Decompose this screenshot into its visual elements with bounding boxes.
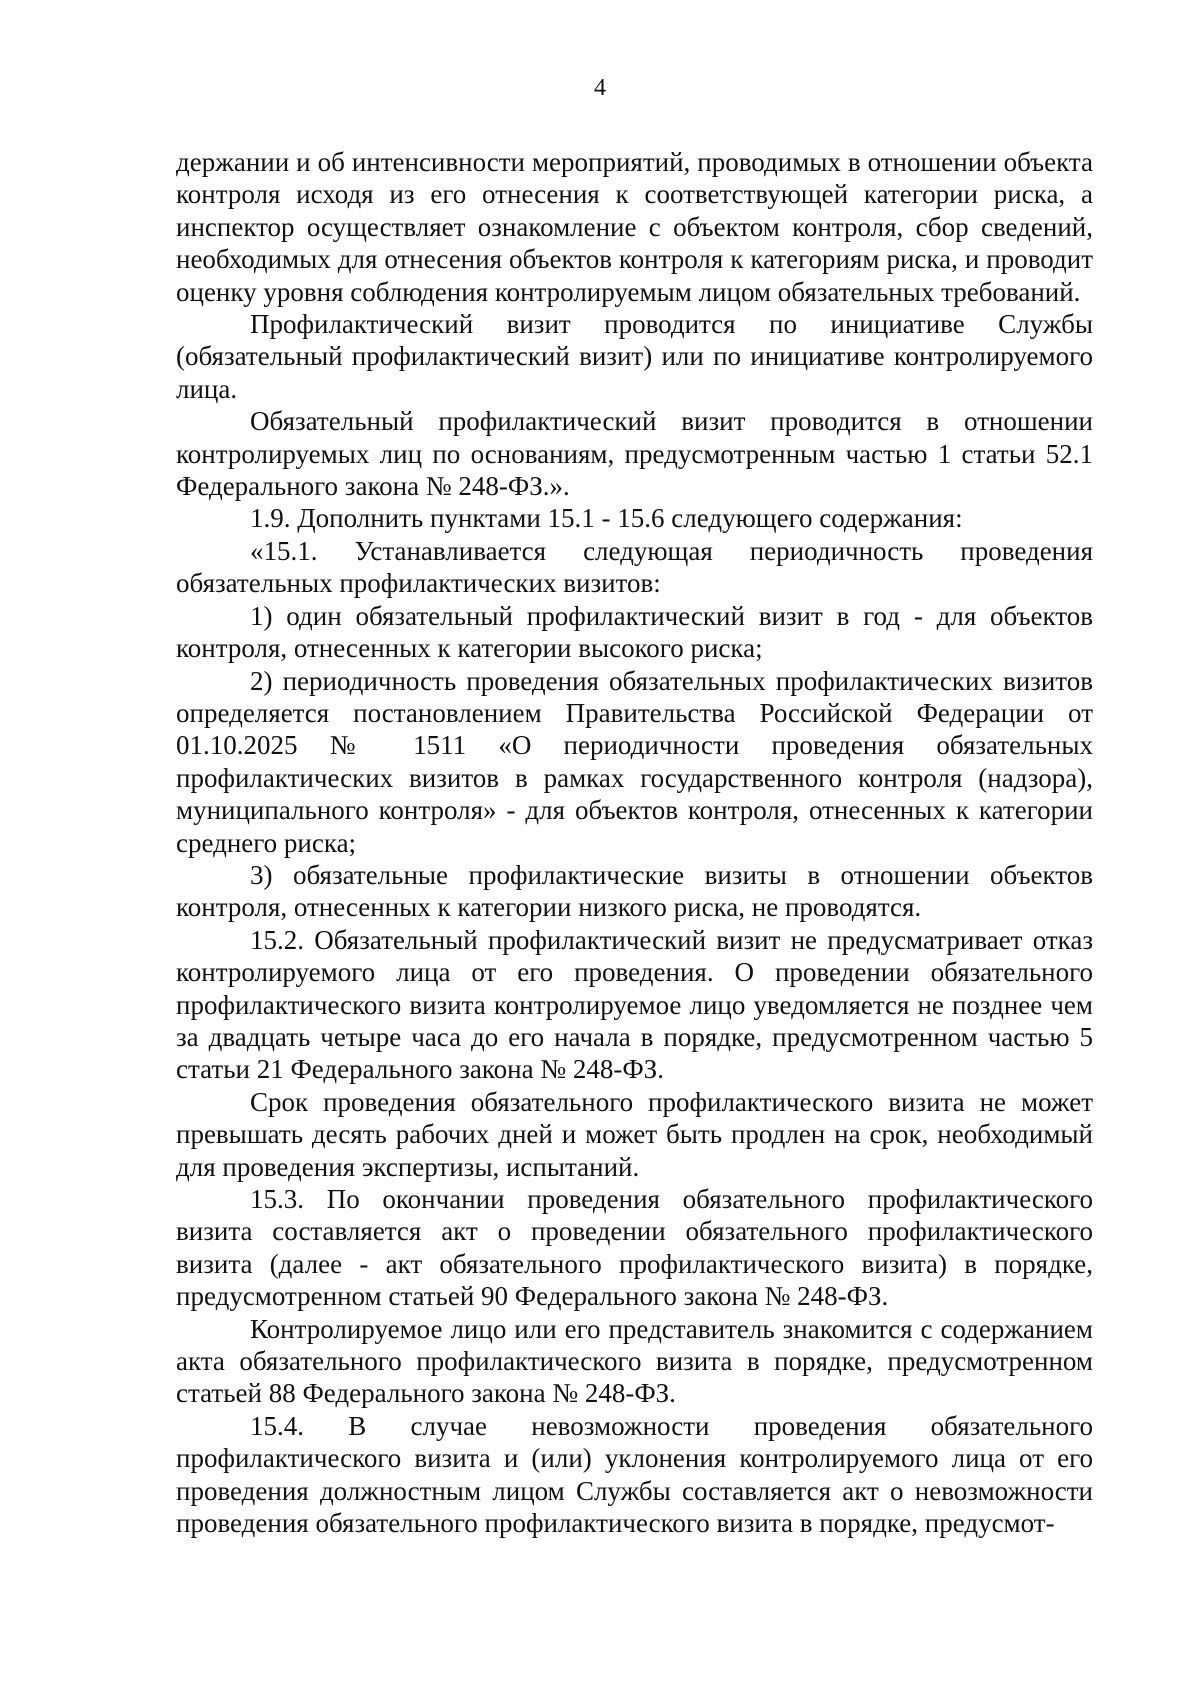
paragraph: 1.9. Дополнить пунктами 15.1 - 15.6 следующего содержания: — [250, 503, 963, 534]
list-item: 1) один обязательный профилактический визит в год - для объектов контроля, отнесенных к категории высокого риска; — [176, 600, 1093, 664]
paragraph: 15.4. В случае невозможности проведения обязательного профилактического визита и (или) уклонения контролируемого лица от его проведения должностным лицом Службы составляется акт о невозможности проведения обязательного профилактического визита в порядке, предусмот- — [176, 1410, 1093, 1539]
paragraph: Обязательный профилактический визит проводится в отношении контролируемых лиц по основаниям, предусмотренным частью 1 статьи 52.1 Федерального закона № 248-ФЗ.». — [176, 406, 1093, 502]
list-item: 3) обязательные профилактические визиты в отношении объектов контроля, отнесенных к категории низкого риска, не проводятся. — [176, 859, 1093, 923]
paragraph: «15.1. Устанавливается следующая периодичность проведения обязательных профилактических визитов: — [176, 535, 1093, 599]
paragraph-continued: держании и об интенсивности мероприятий, проводимых в отношении объекта контроля исходя из его отнесения к соответствующей категории риска, а инспектор осуществляет ознакомление с объектом контроля, сбор сведений, необходимых для отнесения объектов контроля к категориям риска, и проводит оценку уровня соблюдения контролируемым лицом обязательных требований. — [176, 147, 1093, 307]
paragraph: Профилактический визит проводится по инициативе Службы (обязательный профилактический визит) или по инициативе контролируемого лица. — [176, 309, 1093, 404]
paragraph: 15.2. Обязательный профилактический визит не предусматривает отказ контролируемого лица от его проведения. О проведении обязательного профилактического визита контролируемое лицо уведомляется не позднее чем за двадцать четыре часа до его начала в порядке, предусмотренном частью 5 статьи 21 Федерального закона № 248-ФЗ. — [176, 924, 1093, 1085]
paragraph: Срок проведения обязательного профилактического визита не может превышать десять рабочих дней и может быть продлен на срок, необходимый для проведения экспертизы, испытаний. — [176, 1086, 1093, 1182]
paragraph: 15.3. По окончании проведения обязательного профилактического визита составляется акт о проведении обязательного профилактического визита (далее - акт обязательного профилактического визита) в порядке, предусмотренном статьей 90 Федерального закона № 248-ФЗ. — [176, 1184, 1093, 1312]
list-item: 2) периодичность проведения обязательных профилактических визитов определяется постановлением Правительства Российской Федерации от 01.10.2025 № 1511 «О периодичности проведения обязательных профилактических визитов в рамках государственного контроля (надзора), муниципального контроля» - для объектов контроля, отнесенных к категории среднего риска; — [176, 665, 1093, 858]
page-number: 4 — [594, 75, 606, 101]
paragraph: Контролируемое лицо или его представитель знакомится с содержанием акта обязательного профилактического визита в порядке, предусмотренном статьей 88 Федерального закона № 248-ФЗ. — [176, 1313, 1093, 1409]
document-body — [176, 146, 1093, 1539]
